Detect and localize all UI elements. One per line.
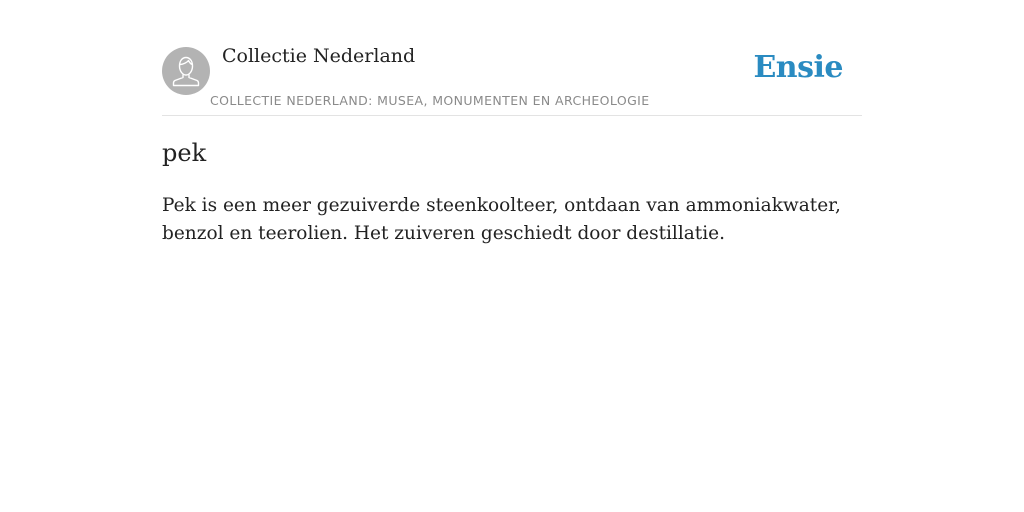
ensie-logo[interactable]: Ensie [753,50,843,85]
entry-definition: Pek is een meer gezuiverde steenkoolteer, ontdaan van ammoniakwater, benzol en teerolien. Het zuiveren geschiedt door destillatie. [162,195,841,244]
entry-header [162,0,862,116]
entry-term: pek [162,139,207,167]
page-container [162,0,862,244]
user-silhouette-icon [162,47,210,95]
author-avatar[interactable] [162,47,210,95]
source-link[interactable]: COLLECTIE NEDERLAND: MUSEA, MONUMENTEN EN ARCHEOLOGIE [210,93,650,108]
author-name[interactable]: Collectie Nederland [222,45,416,67]
